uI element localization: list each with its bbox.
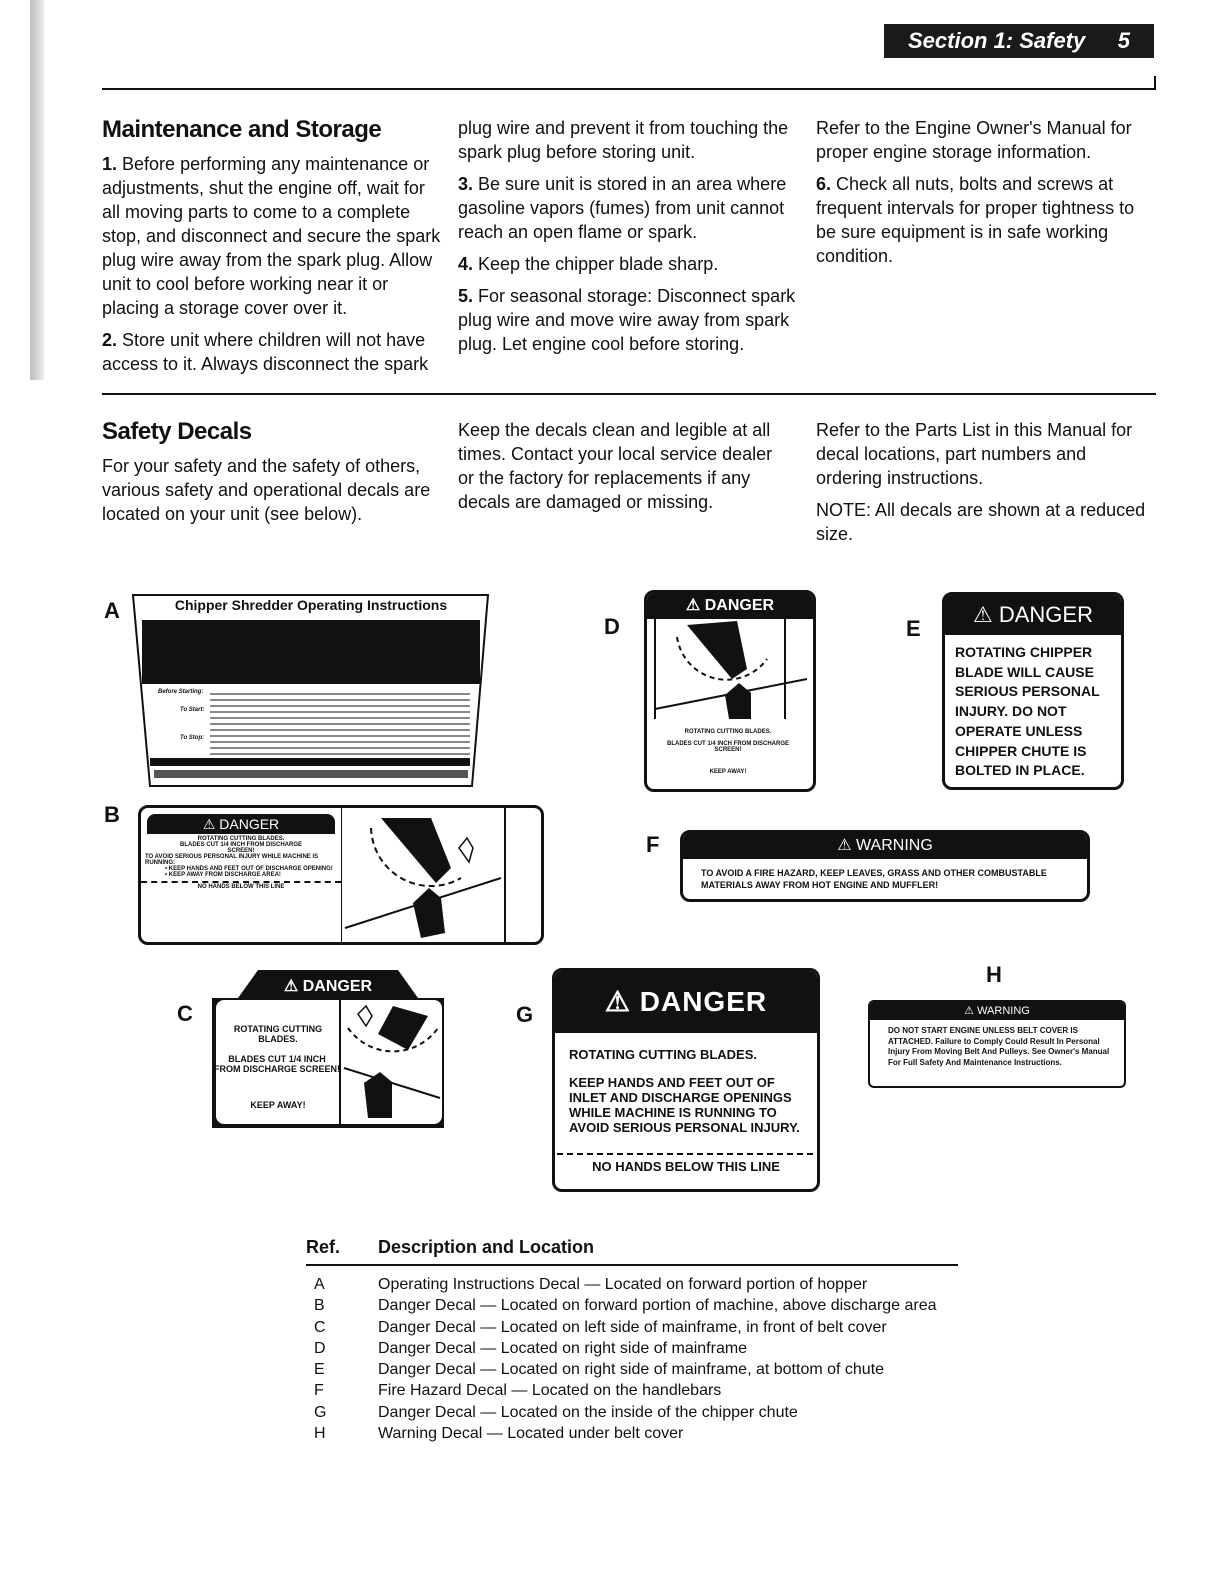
decal-h-body: DO NOT START ENGINE UNLESS BELT COVER IS ATTACHED. Failure to Comply Could Result In Personal Injury From Moving Belt And Pulleys. See Owner's Manual For Full Safety And Maintenance Instructions. xyxy=(888,1026,1110,1067)
decal-d xyxy=(644,590,816,792)
decal-f-header: ⚠ WARNING xyxy=(683,833,1087,859)
table-row: F Fire Hazard Decal — Located on the handlebars xyxy=(314,1382,722,1400)
maintenance-item-4: 4. Keep the chipper blade sharp. xyxy=(458,254,719,274)
decals-col3: Refer to the Parts List in this Manual for decal locations, part numbers and ordering instructions. NOTE: All decals are shown at a reduced size. xyxy=(816,420,1146,544)
maintenance-item-1: 1. Before performing any maintenance or adjustments, shut the engine off, wait for all moving parts to come to a complete stop, and disconnect and secure the spark plug wire away from the spark plug. Allow unit to cool before working near it or placing a storage cover over it. xyxy=(102,154,441,318)
section-header xyxy=(884,24,1154,58)
decals-col2: Keep the decals clean and legible at all times. Contact your local service dealer or the factory for replacements if any decals are damaged or missing. xyxy=(458,420,773,512)
decal-g-dashed-line xyxy=(557,1153,813,1155)
header-rule xyxy=(102,88,1156,90)
table-row: G Danger Decal — Located on the inside of the chipper chute xyxy=(314,1403,798,1421)
decal-e-header: ⚠ DANGER xyxy=(945,595,1121,635)
table-row: H Warning Decal — Located under belt cover xyxy=(314,1425,684,1443)
decal-b-line2: BLADES CUT 1/4 INCH FROM DISCHARGE SCREEN! xyxy=(179,842,302,854)
binding-edge xyxy=(30,0,44,380)
table-header-rule xyxy=(306,1264,958,1266)
decal-g-line2: KEEP HANDS AND FEET OUT OF INLET AND DISCHARGE OPENINGS WHILE MACHINE IS RUNNING TO AVOID SERIOUS PERSONAL INJURY. xyxy=(569,1075,800,1135)
decal-g-line3: NO HANDS BELOW THIS LINE xyxy=(592,1159,780,1174)
table-header-ref: Ref. xyxy=(306,1237,341,1257)
maintenance-item-5: 5. For seasonal storage: Disconnect spark plug wire and move wire away from spark plug. Let engine cool before storing. xyxy=(458,286,796,354)
maintenance-col2 xyxy=(458,116,798,364)
decal-b-line5: • KEEP AWAY FROM DISCHARGE AREA! xyxy=(165,872,281,878)
decal-d-line1: ROTATING CUTTING BLADES. xyxy=(684,729,772,735)
decal-b-line1: ROTATING CUTTING BLADES. xyxy=(197,836,285,842)
table-row: D Danger Decal — Located on right side of mainframe xyxy=(314,1339,748,1357)
decal-c-label: C xyxy=(177,1001,193,1026)
decal-c xyxy=(208,968,448,1134)
decal-d-line3: KEEP AWAY! xyxy=(709,769,747,775)
decal-c-line3: KEEP AWAY! xyxy=(250,1100,306,1110)
decal-a-label: A xyxy=(104,598,120,623)
header-rule-tick xyxy=(1154,76,1156,90)
table-row: A Operating Instructions Decal — Located on forward portion of hopper xyxy=(314,1276,868,1293)
decal-b-label: B xyxy=(104,802,120,827)
decals-heading: Safety Decals xyxy=(102,418,252,445)
table-row: E Danger Decal — Located on right side of mainframe, at bottom of chute xyxy=(314,1361,885,1379)
decal-d-label: D xyxy=(604,614,620,639)
decal-h-header: ⚠ WARNING xyxy=(870,1002,1124,1020)
decal-f xyxy=(680,830,1090,902)
maintenance-heading: Maintenance and Storage xyxy=(102,116,382,143)
decals-col1: For your safety and the safety of others, various safety and operational decals are located on your unit (see below). xyxy=(102,456,431,524)
decal-a-stop: To Stop: xyxy=(180,735,205,741)
decal-b-line4: • KEEP HANDS AND FEET OUT OF DISCHARGE OPENING! xyxy=(165,866,333,872)
page-number: 5 xyxy=(1117,28,1130,53)
table-header-desc: Description and Location xyxy=(378,1237,595,1257)
decal-g-line1: ROTATING CUTTING BLADES. xyxy=(569,1047,758,1062)
decal-c-line1: ROTATING CUTTING BLADES. xyxy=(233,1024,323,1044)
table-row: B Danger Decal — Located on forward portion of machine, above discharge area xyxy=(314,1297,937,1315)
decal-a-before: Before Starting: xyxy=(158,689,204,695)
decal-d-line2: BLADES CUT 1/4 INCH FROM DISCHARGE SCREEN! xyxy=(666,741,789,753)
decal-g-label: G xyxy=(516,1002,534,1027)
decal-a xyxy=(130,590,492,788)
section-title: Section 1: Safety xyxy=(908,28,1086,53)
decal-d-blade-hand-icon xyxy=(647,619,813,719)
section-divider xyxy=(102,393,1156,395)
decal-d-header: ⚠ DANGER xyxy=(647,593,813,619)
decal-c-header: ⚠ DANGER xyxy=(283,978,373,995)
decal-a-start: To Start: xyxy=(180,707,205,713)
maintenance-col3 xyxy=(816,116,1156,276)
decal-h-label: H xyxy=(986,962,1002,987)
maintenance-item-3: 3. Be sure unit is stored in an area where gasoline vapors (fumes) from unit cannot reach an open flame or spark. xyxy=(458,174,787,242)
maintenance-col1 xyxy=(102,152,442,384)
decal-e-label: E xyxy=(906,616,921,641)
reference-table xyxy=(306,1274,958,1444)
decal-b-line6: NO HANDS BELOW THIS LINE xyxy=(141,881,341,890)
decal-g-header: ⚠ DANGER xyxy=(555,971,817,1033)
maintenance-item-2-cont: plug wire and prevent it from touching the spark plug before storing unit. xyxy=(458,118,789,162)
decal-a-title: Chipper Shredder Operating Instructions xyxy=(174,597,448,613)
decal-b xyxy=(138,805,544,945)
decal-e-body: ROTATING CHIPPER BLADE WILL CAUSE SERIOUS PERSONAL INJURY. DO NOT OPERATE UNLESS CHIPPER CHUTE IS BOLTED IN PLACE. xyxy=(955,644,1100,779)
decal-f-label: F xyxy=(646,832,660,857)
decal-g xyxy=(552,968,820,1192)
decal-c-line2: BLADES CUT 1/4 INCH FROM DISCHARGE SCREEN! xyxy=(214,1054,341,1074)
decal-b-header: ⚠ DANGER xyxy=(147,814,335,834)
decal-f-body: TO AVOID A FIRE HAZARD, KEEP LEAVES, GRASS AND OTHER COMBUSTABLE MATERIALS AWAY FROM HOT ENGINE AND MUFFLER! xyxy=(701,868,1047,890)
decal-e xyxy=(942,592,1124,790)
decal-b-line3: TO AVOID SERIOUS PERSONAL INJURY WHILE MACHINE IS RUNNING: xyxy=(145,854,319,866)
maintenance-engine-ref: Refer to the Engine Owner's Manual for proper engine storage information. xyxy=(816,118,1132,162)
table-row: C Danger Decal — Located on left side of mainframe, in front of belt cover xyxy=(314,1318,887,1336)
decal-b-blade-hand-icon xyxy=(341,808,541,942)
decal-h xyxy=(868,1000,1126,1088)
maintenance-item-6: 6. Check all nuts, bolts and screws at frequent intervals for proper tightness to be sure equipment is in safe working condition. xyxy=(816,174,1135,266)
decal-b-text-panel xyxy=(141,814,341,940)
maintenance-item-2: 2. Store unit where children will not have access to it. Always disconnect the spark xyxy=(102,330,429,374)
